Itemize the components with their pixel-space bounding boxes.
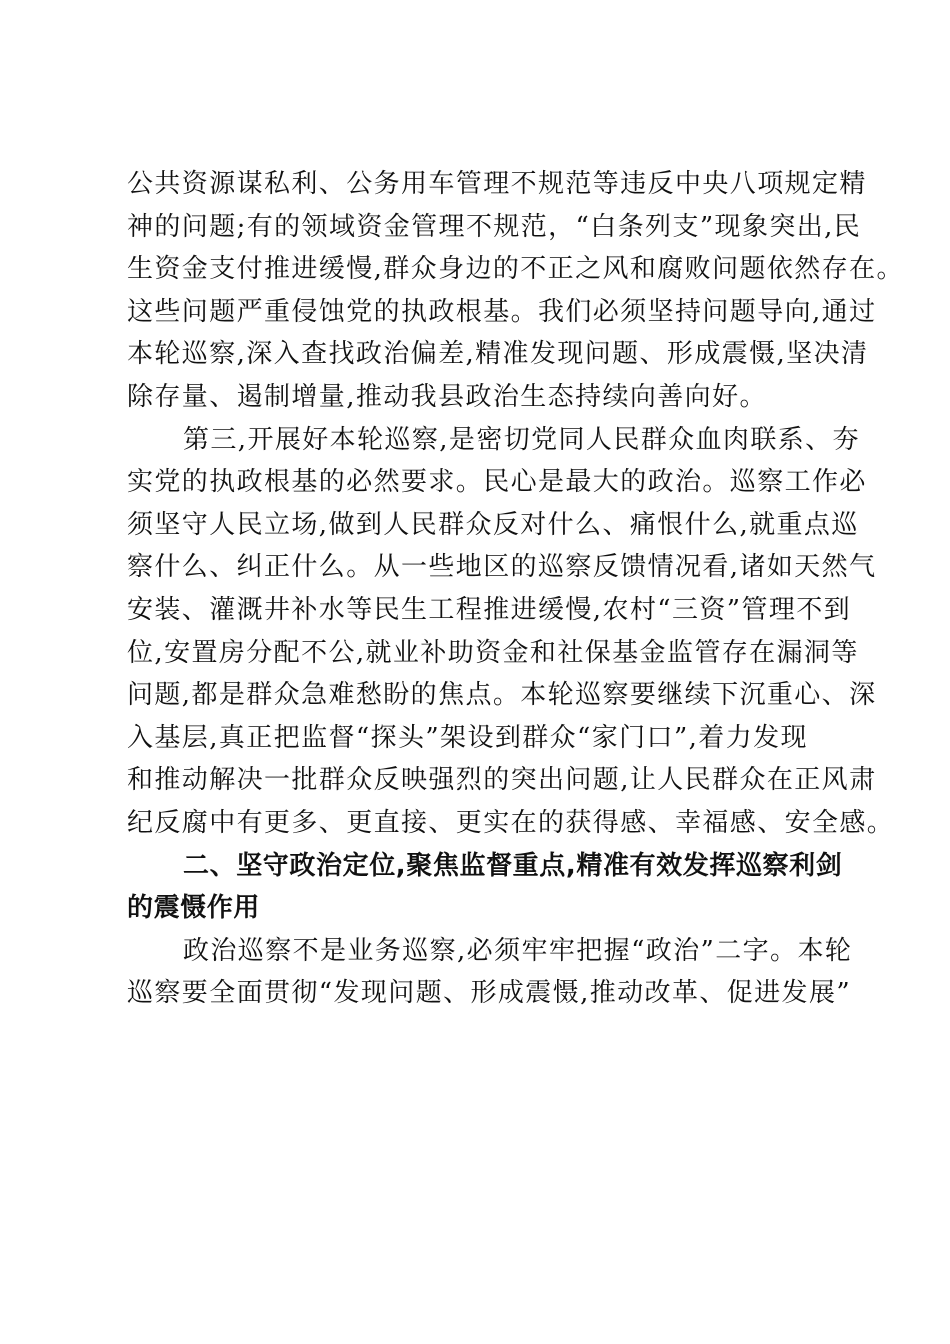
- section-heading: [127, 845, 847, 930]
- text-line: 生资金支付推进缓慢,群众身边的不正之风和腐败问题依然存在。: [127, 254, 904, 285]
- paragraph-third-point: [127, 419, 895, 845]
- text-line: 入基层,真正把监督“探头”架设到群众“家门口”,着力发现: [127, 722, 808, 753]
- document-body: [127, 163, 904, 1015]
- text-line: 问题,都是群众急难愁盼的焦点。本轮巡察要继续下沉重心、深: [127, 680, 877, 711]
- text-line: 本轮巡察,深入查找政治偏差,精准发现问题、形成震慑,坚决清: [127, 339, 869, 370]
- text-line: 实党的执政根基的必然要求。民心是最大的政治。巡察工作必: [127, 467, 867, 498]
- text-line: 巡察要全面贯彻“发现问题、形成震慑,推动改革、促进发展”: [127, 978, 852, 1009]
- text-line: 神的问题;有的领域资金管理不规范，“白条列支”现象突出,民: [127, 211, 862, 242]
- text-line: 察什么、纠正什么。从一些地区的巡察反馈情况看,诸如天然气: [127, 552, 877, 583]
- section-heading-line: 二、坚守政治定位,聚焦监督重点,精准有效发挥巡察利剑: [183, 850, 843, 881]
- text-line: 除存量、遏制增量,推动我县政治生态持续向善向好。: [127, 381, 767, 412]
- text-line: 公共资源谋私利、公务用车管理不规范等违反中央八项规定精: [127, 169, 867, 199]
- text-line: 位,安置房分配不公,就业补助资金和社保基金监管存在漏洞等: [127, 637, 859, 668]
- text-line: 和推动解决一批群众反映强烈的突出问题,让人民群众在正风肃: [127, 765, 877, 796]
- text-line: 纪反腐中有更多、更直接、更实在的获得感、幸福感、安全感。: [127, 807, 895, 838]
- text-line: 这些问题严重侵蚀党的执政根基。我们必须坚持问题导向,通过: [127, 296, 877, 327]
- section-heading-line: 的震慑作用: [127, 893, 261, 924]
- text-line: 安装、灌溉井补水等民生工程推进缓慢,农村“三资”管理不到: [127, 594, 852, 625]
- text-line: 须坚守人民立场,做到人民群众反对什么、痛恨什么,就重点巡: [127, 509, 859, 540]
- text-line-indented: 政治巡察不是业务巡察,必须牢牢把握“政治”二字。本轮: [183, 935, 853, 966]
- paragraph-political-inspection: [127, 930, 853, 1015]
- paragraph-problems-continuation: [127, 163, 904, 419]
- text-line-indented: 第三,开展好本轮巡察,是密切党同人民群众血肉联系、夯: [183, 424, 860, 455]
